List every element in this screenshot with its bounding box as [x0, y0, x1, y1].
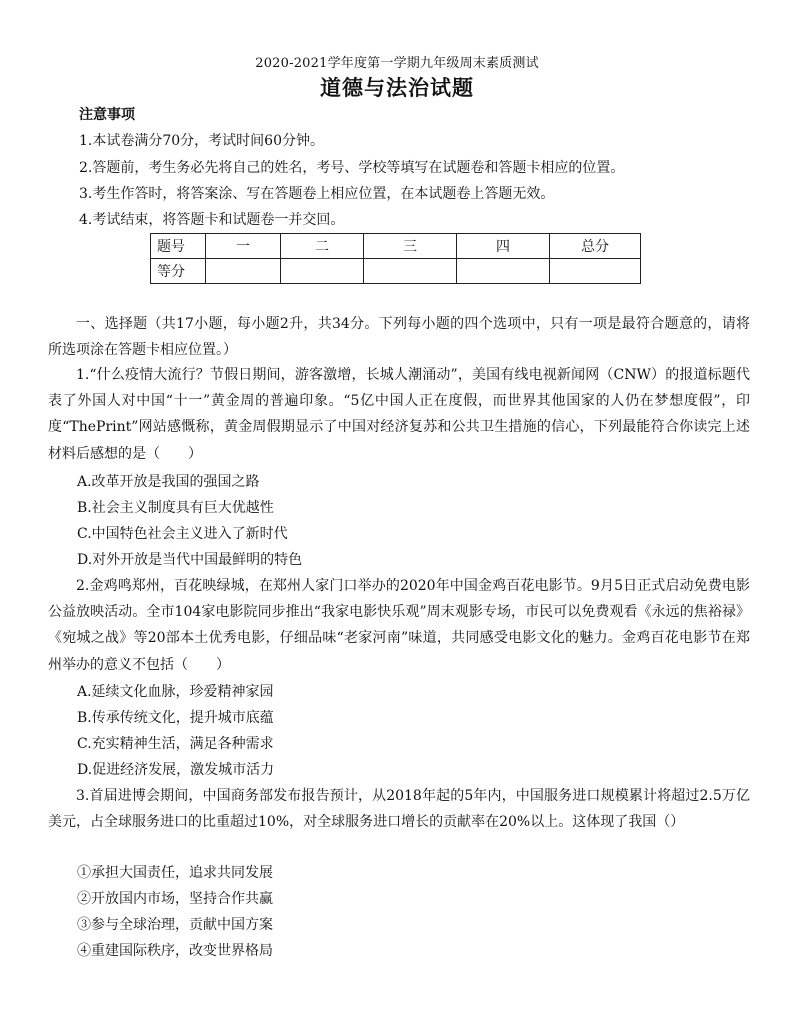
score-table-header-row: [151, 234, 641, 259]
notice-item-4: 4.考试结束，将答题卡和试题卷一并交回。: [79, 212, 345, 228]
score-input-cell: [364, 259, 457, 284]
question-2-stem: 2.金鸡鸣郑州，百花映绿城，在郑州人家门口举办的2020年中国金鸡百花电影节。9月5日正式启动免费电影公益放映活动。全市104家电影院同步推出“我家电影快乐观”周末观影专场，市民可以免费观看《永远的焦裕禄》《宛城之战》等20部本土优秀电影，仔细品味“老家河南”味道，共同感受电影文化的魅力。金鸡百花电影节在郑州举办的意义不包括（ ）: [48, 578, 750, 673]
section-intro: 一、选择题（共17小题，每小题2升，共34分。下列每小题的四个选项中，只有一项是最符合题意的，请将所选项涂在答题卡相应位置。）: [48, 316, 750, 359]
score-cell: 题号: [151, 234, 206, 259]
exam-subtitle: 2020-2021学年度第一学期九年级周末素质测试: [255, 56, 539, 71]
question-3-statement-3: ③参与全球治理，贡献中国方案: [77, 917, 273, 933]
question-3-statement-2: ②开放国内市场，坚持合作共赢: [77, 891, 273, 907]
question-2-option-c: C.充实精神生活，满足各种需求: [77, 736, 274, 752]
score-table: [150, 233, 641, 284]
score-cell: 三: [364, 234, 457, 259]
question-3-statement-1: ①承担大国责任，追求共同发展: [77, 865, 273, 881]
notice-item-2: 2.答题前，考生务必先将自己的姓名，考号、学校等填写在试题卷和答题卡相应的位置。: [79, 160, 625, 176]
question-1-option-a: A.改革开放是我国的强国之路: [77, 474, 260, 490]
question-1-option-d: D.对外开放是当代中国最鲜明的特色: [77, 552, 303, 568]
question-3-statement-4: ④重建国际秩序，改变世界格局: [77, 943, 273, 959]
question-3-stem: 3.首届进博会期间，中国商务部发布报告预计，从2018年起的5年内，中国服务进口规模累计将超过2.5万亿美元，占全球服务进口的比重超过10%，对全球服务进口增长的贡献率在20%以上。这体现了我国（）: [48, 788, 750, 831]
score-input-cell: [457, 259, 550, 284]
score-cell: 等分: [151, 259, 206, 284]
question-1-stem: 1.“什么疫情大流行？节假日期间，游客激增，长城人潮涌动”，美国有线电视新闻网（CNW）的报道标题代表了外国人对中国“十一”黄金周的普遍印象。“5亿中国人正在度假，而世界其他国家的人仍在梦想度假”，印度“ThePrint”网站感慨称，黄金周假期显示了中国对经济复苏和公共卫生措施的信心，下列最能符合你读完上述材料后感想的是（ ）: [48, 367, 750, 462]
question-2-option-b: B.传承传统文化，提升城市底蕴: [77, 710, 274, 726]
score-cell: 四: [457, 234, 550, 259]
notice-heading: 注意事项: [79, 107, 135, 123]
score-cell: 一: [206, 234, 281, 259]
score-cell: 总分: [550, 234, 641, 259]
question-2-option-a: A.延续文化血脉，珍爱精神家园: [77, 684, 274, 700]
question-2-option-d: D.促进经济发展，激发城市活力: [77, 762, 275, 778]
question-1-option-b: B.社会主义制度具有巨大优越性: [77, 500, 274, 516]
score-input-cell: [281, 259, 364, 284]
score-input-cell: [550, 259, 641, 284]
score-cell: 二: [281, 234, 364, 259]
question-1-option-c: C.中国特色社会主义进入了新时代: [77, 526, 288, 542]
exam-title: 道德与法治试题: [320, 75, 474, 100]
score-input-cell: [206, 259, 281, 284]
notice-item-3: 3.考生作答时，将答案涂、写在答题卷上相应位置，在本试题卷上答题无效。: [79, 186, 555, 202]
score-table-score-row: [151, 259, 641, 284]
notice-item-1: 1.本试卷满分70分，考试时间60分钟。: [79, 133, 324, 149]
